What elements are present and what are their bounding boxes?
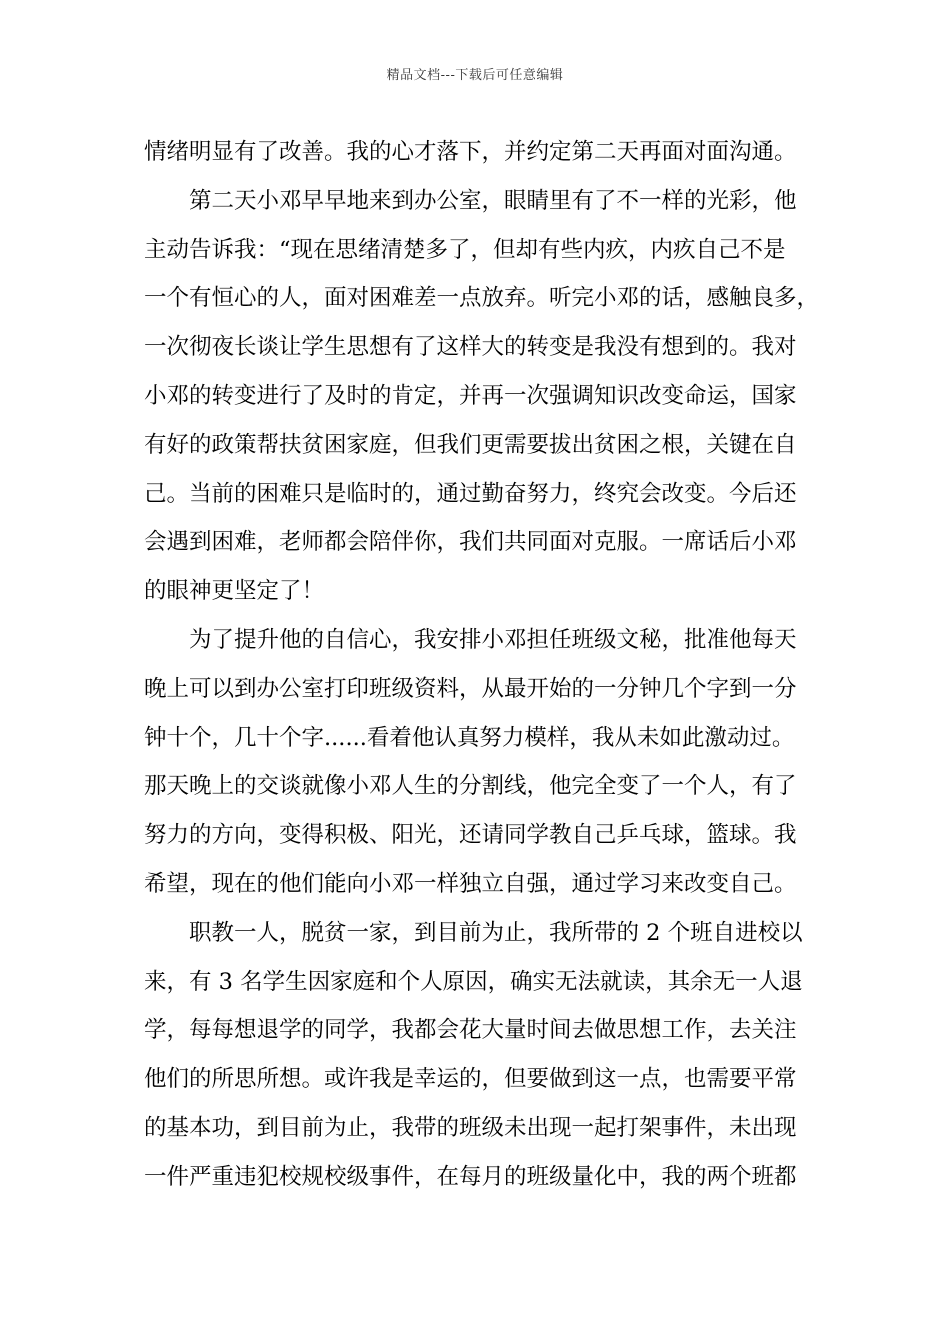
- text-line: 职教一人，脱贫一家，到目前为止，我所带的 2 个班自进校以: [189, 919, 803, 946]
- text-line: 主动告诉我：“现在思绪清楚多了，但却有些内疚，内疚自己不是: [144, 236, 786, 263]
- text-line: 那天晚上的交谈就像小邓人生的分割线，他完全变了一个人，有了: [144, 773, 797, 800]
- page-header: 精品文档---下载后可任意编辑: [386, 68, 564, 83]
- text-line: 会遇到困难，老师都会陪伴你，我们共同面对克服。一席话后小邓: [144, 529, 797, 556]
- text-line: 的基本功，到目前为止，我带的班级未出现一起打架事件，未出现: [144, 1114, 797, 1141]
- text-line: 一件严重违犯校规校级事件，在每月的班级量化中，我的两个班都: [144, 1163, 797, 1190]
- document-body: [144, 128, 824, 1202]
- text-line: 小邓的转变进行了及时的肯定，并再一次强调知识改变命运，国家: [144, 382, 797, 409]
- text-line: 晚上可以到办公室打印班级资料，从最开始的一分钟几个字到一分: [144, 675, 797, 702]
- text-line: 情绪明显有了改善。我的心才落下，并约定第二天再面对面沟通。: [144, 139, 797, 165]
- text-line: 他们的所思所想。或许我是幸运的，但要做到这一点，也需要平常: [144, 1066, 797, 1093]
- text-line: 一个有恒心的人，面对困难差一点放弃。听完小邓的话，感触良多，: [144, 285, 820, 312]
- text-line: 一次彻夜长谈让学生思想有了这样大的转变是我没有想到的。我对: [144, 334, 797, 361]
- text-line: 来，有 3 名学生因家庭和个人原因，确实无法就读，其余无一人退: [144, 968, 803, 995]
- text-line: 己。当前的困难只是临时的，通过勤奋努力，终究会改变。今后还: [144, 480, 797, 507]
- text-line: 钟十个，几十个字......看着他认真努力模样，我从未如此激动过。: [144, 724, 795, 751]
- text-line: 希望，现在的他们能向小邓一样独立自强，通过学习来改变自己。: [144, 870, 797, 897]
- text-line: 的眼神更坚定了！: [144, 578, 325, 605]
- text-line: 学，每每想退学的同学，我都会花大量时间去做思想工作，去关注: [144, 1017, 797, 1044]
- text-line: 第二天小邓早早地来到办公室，眼睛里有了不一样的光彩，他: [189, 187, 797, 214]
- text-line: 有好的政策帮扶贫困家庭，但我们更需要拔出贫困之根，关键在自: [144, 431, 797, 458]
- text-line: 努力的方向，变得积极、阳光，还请同学教自己乒乓球，篮球。我: [144, 822, 797, 849]
- text-line: 为了提升他的自信心，我安排小邓担任班级文秘，批准他每天: [189, 626, 797, 653]
